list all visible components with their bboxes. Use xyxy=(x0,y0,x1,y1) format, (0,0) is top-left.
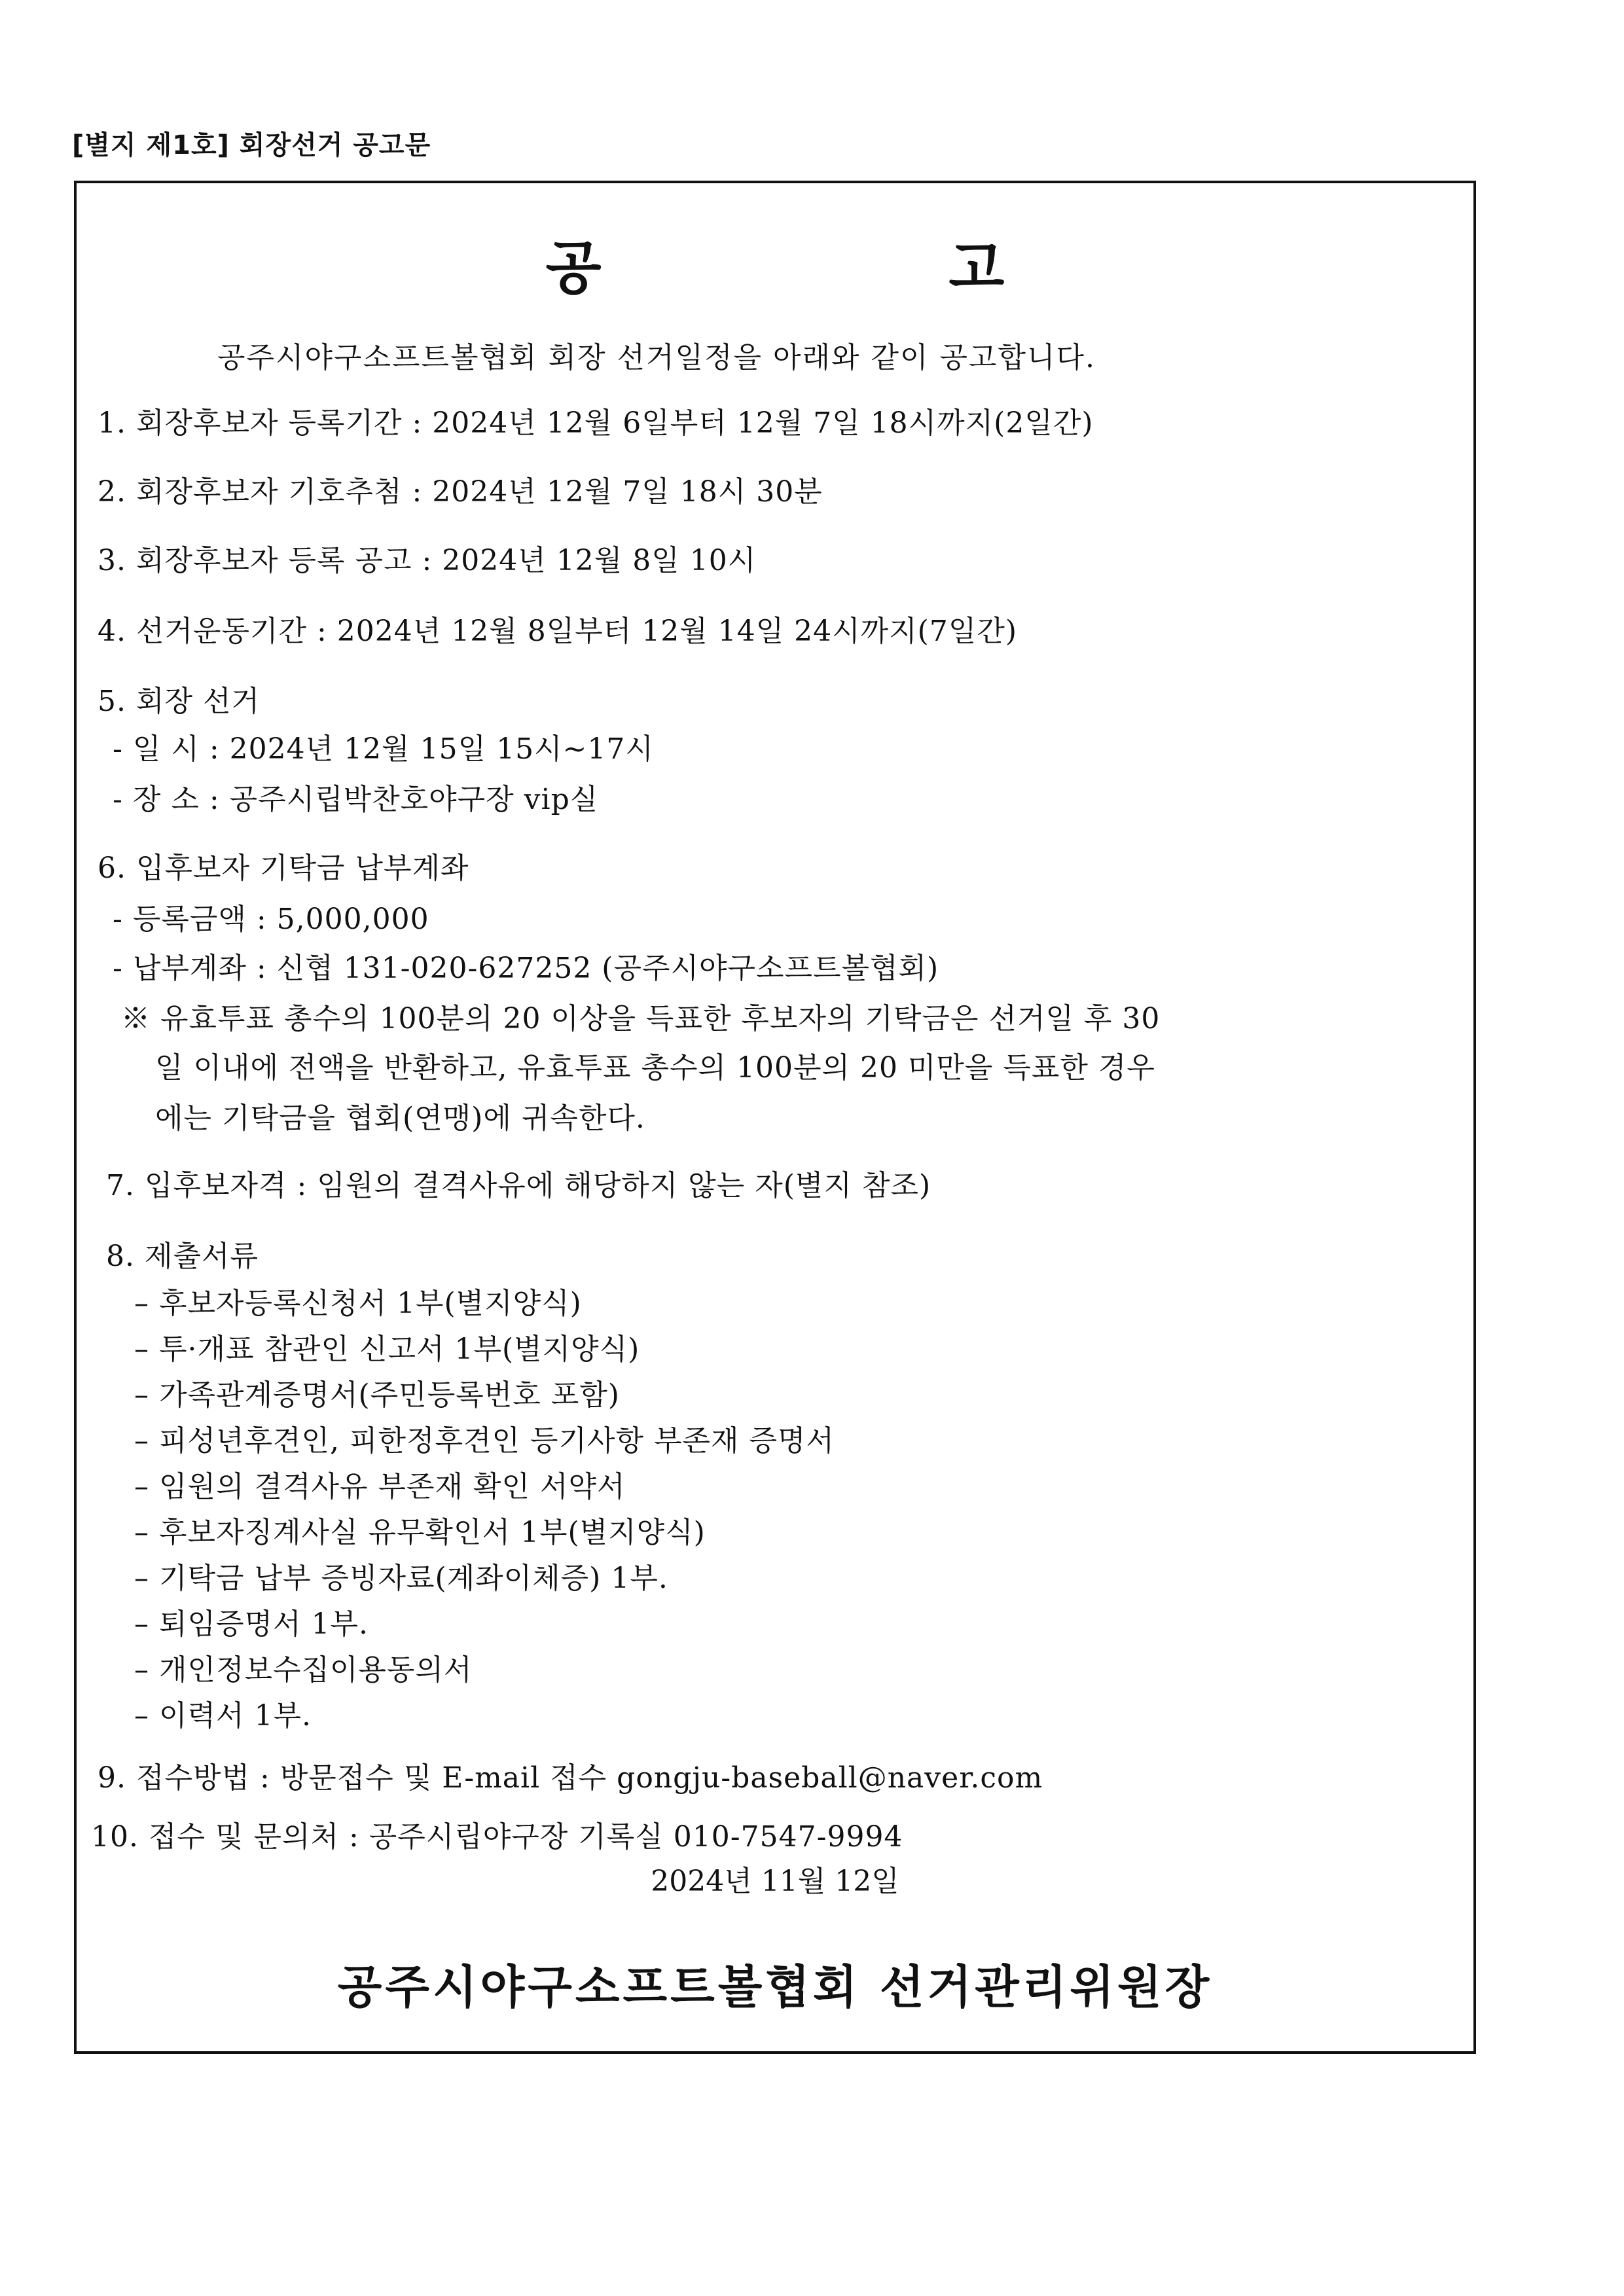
item-campaign-period: 4. 선거운동기간 : 2024년 12월 8일부터 12월 14일 24시까지(7일간) xyxy=(98,615,1018,648)
document-item: – 기탁금 납부 증빙자료(계좌이체증) 1부. xyxy=(134,1562,668,1595)
form-label: [별지 제1호] 회장선거 공고문 xyxy=(72,130,431,160)
document-item: – 후보자등록신청서 1부(별지양식) xyxy=(134,1287,582,1320)
notice-date: 2024년 11월 12일 xyxy=(651,1865,899,1898)
item-election-heading: 5. 회장 선거 xyxy=(98,685,260,718)
item-deposit-heading: 6. 입후보자 기탁금 납부계좌 xyxy=(98,852,469,885)
document-item: – 개인정보수집이용동의서 xyxy=(134,1653,473,1687)
document-item: – 퇴임증명서 1부. xyxy=(134,1607,369,1641)
item-election-date: - 일 시 : 2024년 12월 15일 15시~17시 xyxy=(113,732,654,766)
item-contact: 10. 접수 및 문의처 : 공주시립야구장 기록실 010-7547-9994 xyxy=(91,1820,903,1854)
document-item: – 임원의 결격사유 부존재 확인 서약서 xyxy=(134,1470,626,1503)
item-election-place: - 장 소 : 공주시립박찬호야구장 vip실 xyxy=(113,783,599,816)
signature: 공주시야구소프트볼협회 선거관리위원장 xyxy=(337,1960,1213,2014)
item-registration-notice: 3. 회장후보자 등록 공고 : 2024년 12월 8일 10시 xyxy=(98,544,757,577)
notice-box xyxy=(74,181,1476,2054)
intro-text: 공주시야구소프트볼협회 회장 선거일정을 아래와 같이 공고합니다. xyxy=(217,341,1096,374)
item-number-draw: 2. 회장후보자 기호추첨 : 2024년 12월 7일 18시 30분 xyxy=(98,475,823,509)
deposit-note-line-3: 에는 기탁금을 협회(연맹)에 귀속한다. xyxy=(155,1102,645,1135)
document-item: – 투·개표 참관인 신고서 1부(별지양식) xyxy=(134,1333,640,1366)
item-submission-method: 9. 접수방법 : 방문접수 및 E-mail 접수 gongju-baseball@naver.com xyxy=(98,1761,1043,1795)
item-eligibility: 7. 입후보자격 : 임원의 결격사유에 해당하지 않는 자(별지 참조) xyxy=(106,1169,931,1202)
item-registration-period: 1. 회장후보자 등록기간 : 2024년 12월 6일부터 12월 7일 18시까지(2일간) xyxy=(98,406,1094,440)
notice-title: 공 고 xyxy=(545,234,1168,302)
deposit-note-line-1: ※ 유효투표 총수의 100분의 20 이상을 득표한 후보자의 기탁금은 선거일 후 30 xyxy=(121,1002,1161,1035)
item-deposit-account: - 납부계좌 : 신협 131-020-627252 (공주시야구소프트볼협회) xyxy=(113,952,939,985)
document-item: – 후보자징계사실 유무확인서 1부(별지양식) xyxy=(134,1516,706,1549)
deposit-note-line-2: 일 이내에 전액을 반환하고, 유효투표 총수의 100분의 20 미만을 득표한 경우 xyxy=(155,1051,1155,1085)
document-item: – 가족관계증명서(주민등록번호 포함) xyxy=(134,1378,620,1412)
item-deposit-amount: - 등록금액 : 5,000,000 xyxy=(113,903,429,936)
document-item: – 이력서 1부. xyxy=(134,1699,312,1732)
document-item: – 피성년후견인, 피한정후견인 등기사항 부존재 증명서 xyxy=(134,1424,835,1458)
item-documents-heading: 8. 제출서류 xyxy=(106,1240,259,1273)
